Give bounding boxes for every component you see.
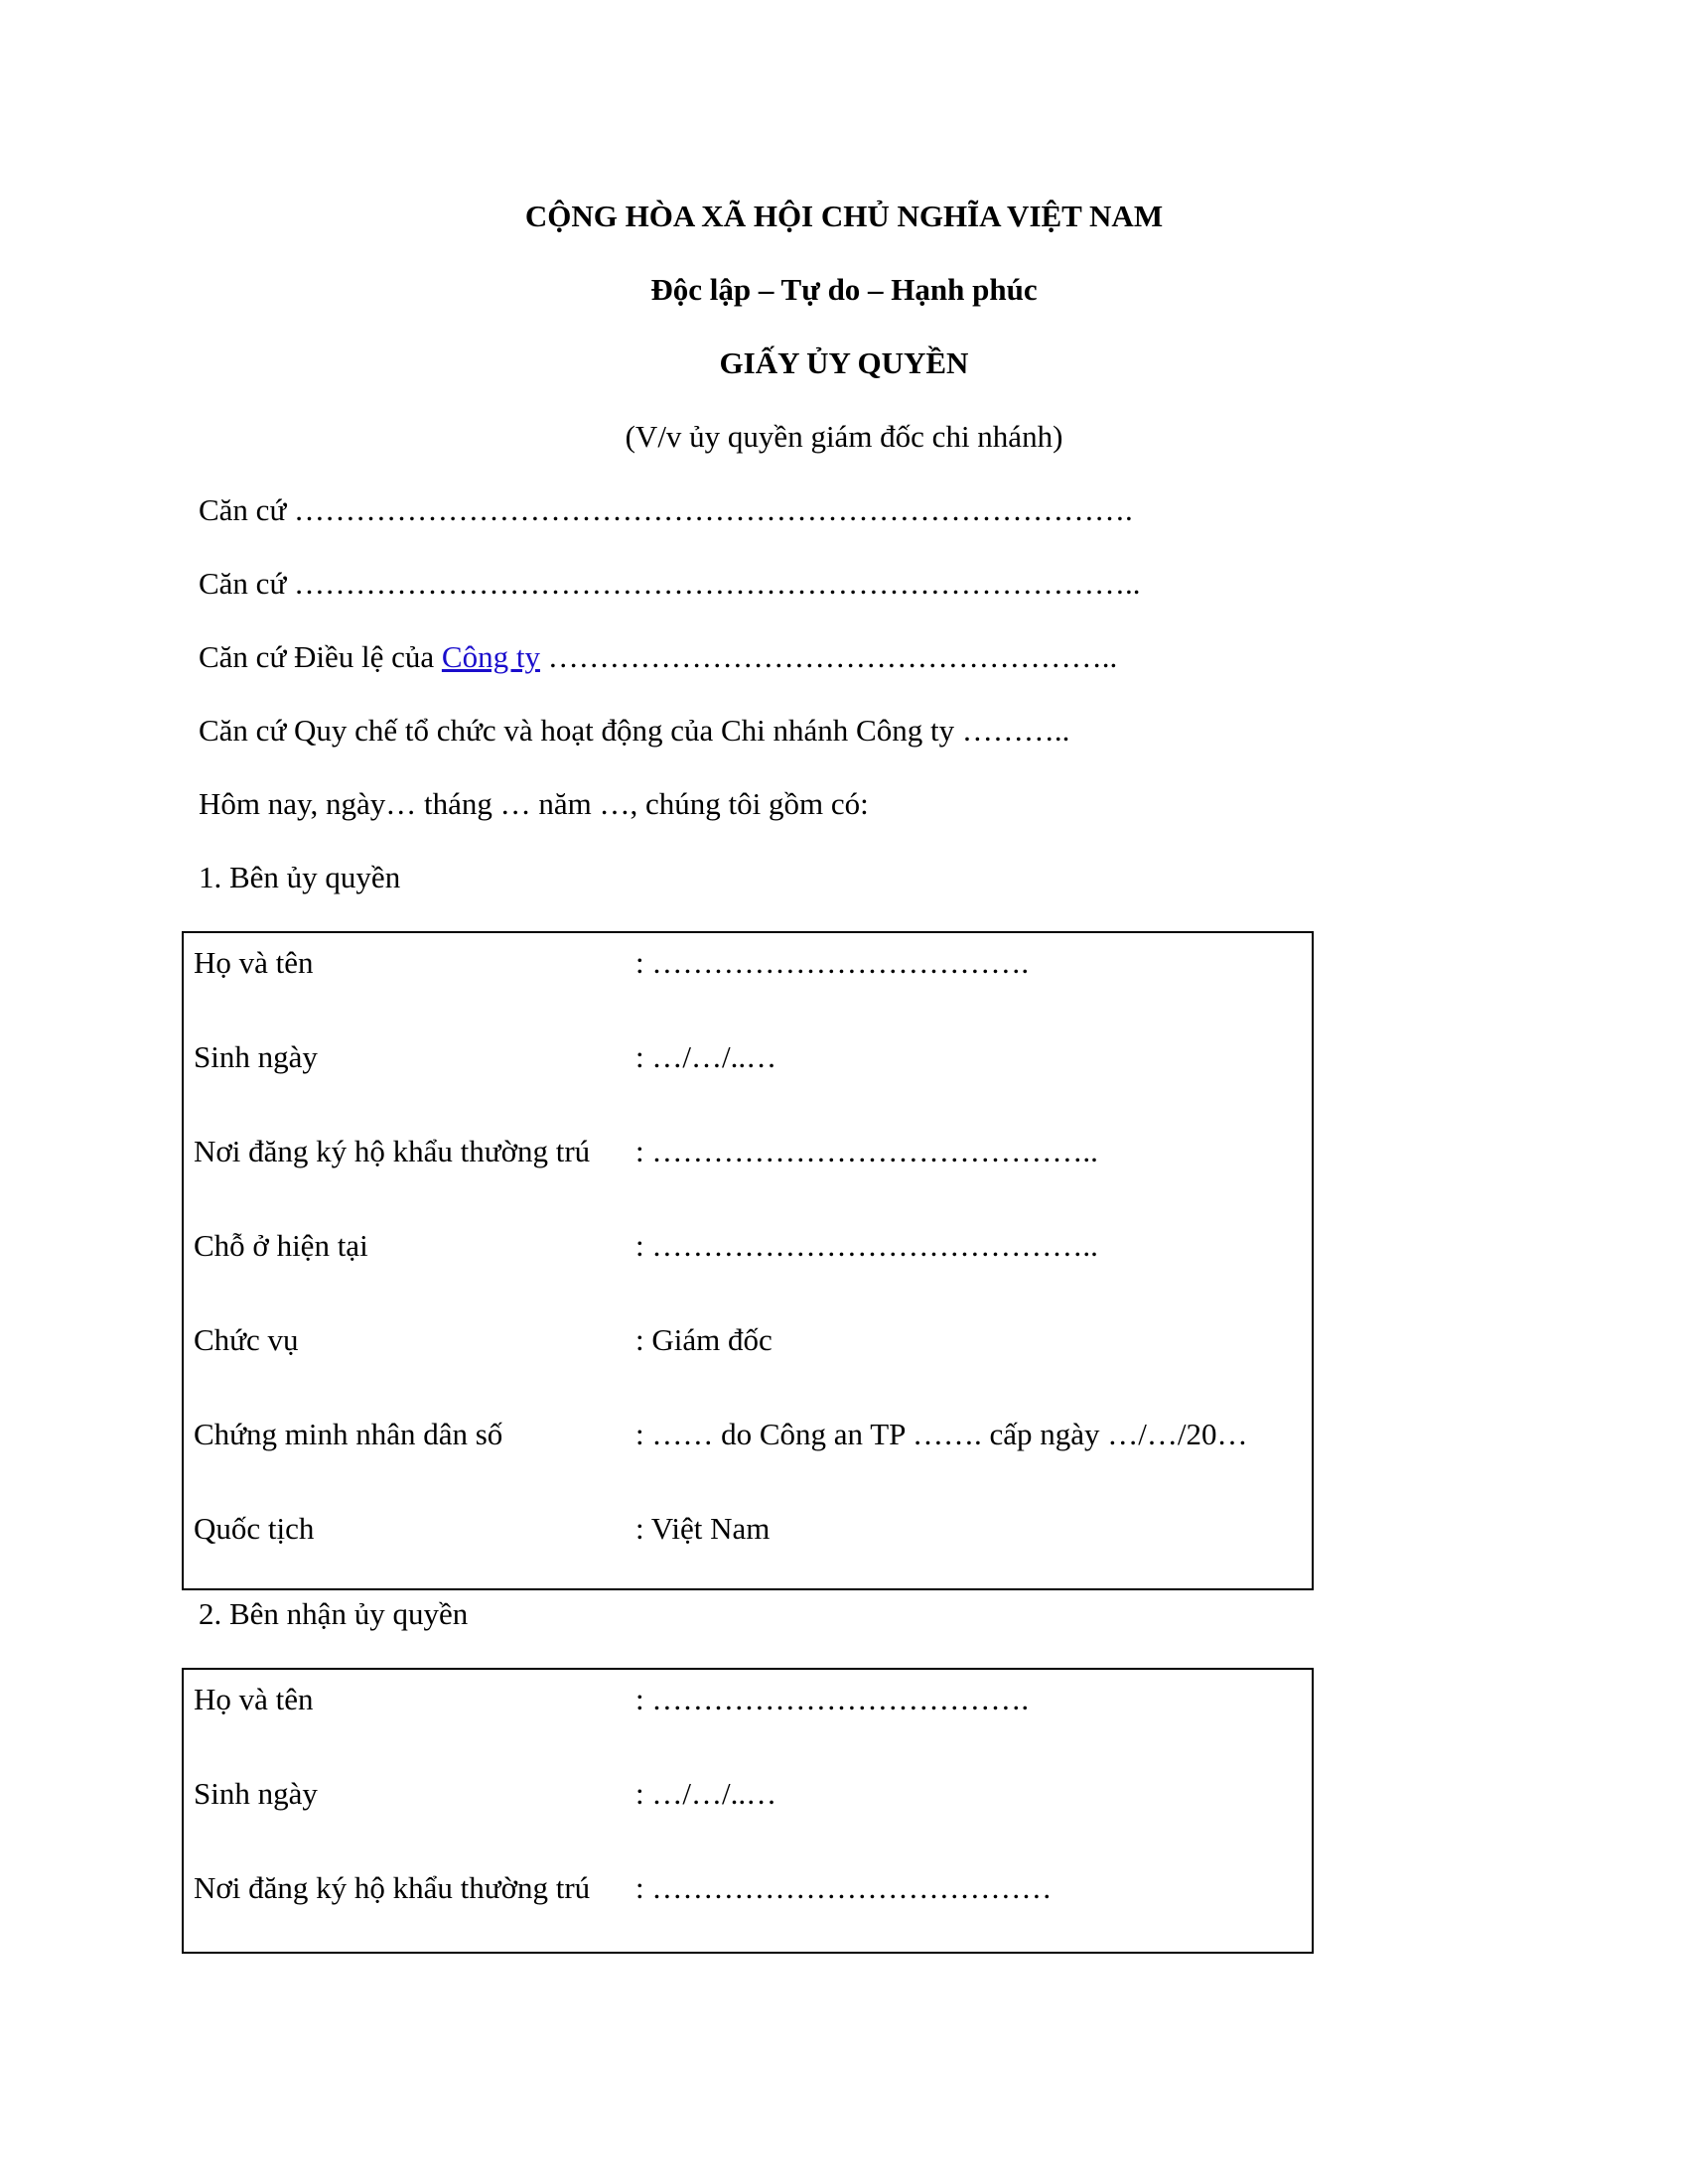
company-link[interactable]: Công ty bbox=[441, 639, 540, 674]
basis-line-1: Căn cứ ………………………………………………………………………. bbox=[199, 492, 1133, 527]
party1-row-id-card bbox=[184, 1415, 1312, 1454]
party1-info-box bbox=[182, 931, 1314, 1590]
document-subtitle: (V/v ủy quyền giám đốc chi nhánh) bbox=[625, 419, 1063, 454]
basis-line-3-prefix: Căn cứ Điều lệ của bbox=[199, 639, 442, 674]
party1-row-birthdate bbox=[184, 1037, 1312, 1077]
row-value: : …………………………………….. bbox=[635, 1228, 1098, 1263]
basis-line-3-suffix: ……………………………………………….. bbox=[539, 639, 1118, 674]
basis-line-4: Căn cứ Quy chế tổ chức và hoạt động của Chi nhánh Công ty ……….. bbox=[199, 713, 1070, 748]
document-title: GIẤY ỦY QUYỀN bbox=[719, 345, 969, 380]
row-value: : ………………………………. bbox=[635, 945, 1030, 980]
party1-row-name bbox=[184, 943, 1312, 983]
row-label: Quốc tịch bbox=[194, 1511, 315, 1546]
basis-line-2: Căn cứ ……………………………………………………………………….. bbox=[199, 566, 1141, 601]
country-heading: CỘNG HÒA XÃ HỘI CHỦ NGHĨA VIỆT NAM bbox=[524, 199, 1164, 233]
row-label: Chỗ ở hiện tại bbox=[194, 1228, 368, 1263]
party1-heading: 1. Bên ủy quyền bbox=[199, 860, 401, 894]
row-label: Sinh ngày bbox=[194, 1039, 318, 1074]
motto: Độc lập – Tự do – Hạnh phúc bbox=[650, 272, 1038, 307]
party2-row-birthdate bbox=[184, 1774, 1312, 1814]
party2-row-name bbox=[184, 1680, 1312, 1719]
party1-row-current-address bbox=[184, 1226, 1312, 1266]
row-label: Nơi đăng ký hộ khẩu thường trú bbox=[194, 1870, 591, 1905]
row-label: Chứng minh nhân dân số bbox=[194, 1417, 503, 1451]
row-value: : ………………………………. bbox=[635, 1682, 1030, 1716]
party1-row-permanent-address bbox=[184, 1132, 1312, 1171]
row-label: Họ và tên bbox=[194, 1682, 314, 1716]
row-value: : …/…/..… bbox=[635, 1039, 777, 1074]
row-label: Sinh ngày bbox=[194, 1776, 318, 1811]
party1-row-nationality bbox=[184, 1509, 1312, 1549]
party1-row-position bbox=[184, 1320, 1312, 1360]
party2-heading: 2. Bên nhận ủy quyền bbox=[199, 1596, 469, 1631]
row-label: Họ và tên bbox=[194, 945, 314, 980]
row-value: : ………………………………… bbox=[635, 1870, 1053, 1905]
row-value: : …………………………………….. bbox=[635, 1134, 1098, 1168]
row-value: : …… do Công an TP ……. cấp ngày …/…/20… bbox=[635, 1417, 1248, 1451]
row-value: : Việt Nam bbox=[635, 1511, 771, 1546]
party2-info-box bbox=[182, 1668, 1314, 1954]
party2-row-permanent-address bbox=[184, 1868, 1312, 1908]
meeting-date-line: Hôm nay, ngày… tháng … năm …, chúng tôi gồm có: bbox=[199, 786, 869, 821]
basis-line-3 bbox=[199, 637, 1117, 677]
row-value: : …/…/..… bbox=[635, 1776, 777, 1811]
row-label: Nơi đăng ký hộ khẩu thường trú bbox=[194, 1134, 591, 1168]
row-value: : Giám đốc bbox=[635, 1322, 773, 1357]
row-label: Chức vụ bbox=[194, 1322, 299, 1357]
